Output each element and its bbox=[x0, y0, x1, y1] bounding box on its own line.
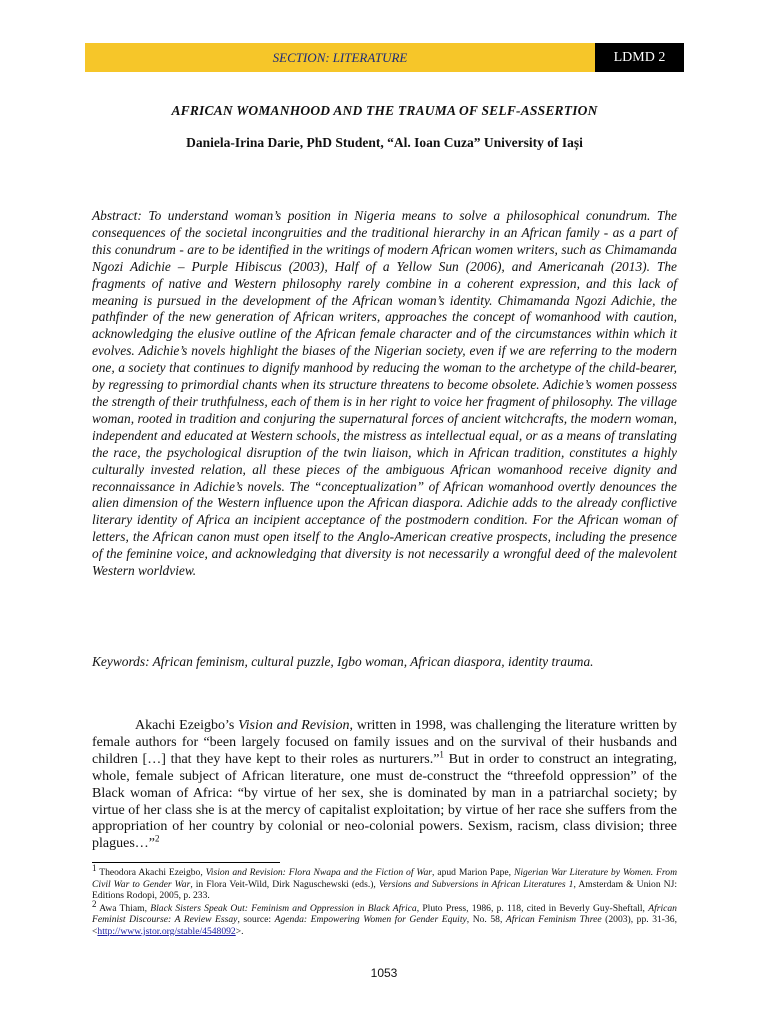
author-line: Daniela-Irina Darie, PhD Student, “Al. Ioan Cuza” University of Iași bbox=[186, 135, 583, 150]
footnote-1-mark: 1 bbox=[92, 862, 97, 873]
fn1-text: , Amsterdam & Union NJ: Editions Rodopi, 2005, p. 233. bbox=[92, 878, 678, 902]
fn1-italic: Nigerian War Literature by Women. From Civil War to Gender War bbox=[92, 867, 678, 890]
fn2-italic: African Feminist Discourse: A Review Essay bbox=[92, 902, 677, 926]
fn2-text: Awa Thiam, bbox=[96, 902, 151, 914]
body-paragraph bbox=[92, 718, 677, 853]
body-text-3: But in order to construct an integrating, whole, female subject of African literature, one must de-construct the “threefold oppression” of the Black woman of Africa: “by virtue of her sex, she is dominated by man in a patriarchal society; by virtue of her class she is at the mercy of capitalist exploitation; by virtue of her race she suffers from the appropriation of her country by colonial or neo-colonial powers. Sexism, racism, class division; three plagues…” bbox=[92, 751, 677, 852]
abstract: Abstract: To understand woman’s position in Nigeria means to solve a philosophical conundrum. The consequences of the societal incongruities and the traditional hierarchy in an African family - as a part of this conundrum - are to be identified in the writings of modern African women writers, such as Chimamanda Ngozi Adichie – Purple Hibiscus (2003), Half of a Yellow Sun (2006), and Americanah (2013). The fragments of native and Western philosophy rarely combine in a coherent expression, and this lack of meaning is pursued in the development of the African woman’s identity. Chimamanda Ngozi Adichie, the pathfinder of the new generation of African writers, approaches the concept of womanhood with caution, acknowledging the elusive outline of the African female character and of the circumstances within which it evolves. Adichie’s novels highlight the biases of the Nigerian society, even if we are referring to the modern one, a society that continues to dignify manhood by reducing the woman to the archetype of the child-bearer, by regressing to primordial chants when its structure threatens to become obsolete. Adichie’s women possess the strength of their truthfulness, each of them is in her right to voice her fragment of philosophy. The village woman, rooted in tradition and conjuring the supernatural forces of ancient witchcrafts, the modern woman, independent and educated at Western schools, the mistress as intellectual equal, or as a means of translating the race, the psychological disruption of the twin liaison, which in African tradition, constitutes a highly culturally invested relation, all these pieces of the ambiguous African womanhood receive dignity and reconnaissance in Adichie’s novels. The “conceptualization” of African womanhood overtly denounces the alien dimension of the Western influence upon the African diaspora. Adichie adds to the already conflictive literary identity of Africa an incipient acceptance of the postmodern condition. For the African woman of letters, the African canon must open itself to the Anglo-American creative prospects, including the presence of the feminine voice, and acknowledging that diversity is not necessarily a wrongful deed of the malevolent Western worldview. bbox=[92, 208, 677, 579]
running-header bbox=[85, 43, 684, 72]
fn1-italic: Vision and Revision: Flora Nwapa and the Fiction of War bbox=[205, 867, 433, 878]
section-label: SECTION: bbox=[272, 49, 330, 65]
fn2-text: , No. 58, bbox=[466, 914, 506, 926]
page-number: 1053 bbox=[370, 966, 398, 980]
fn1-text: , apud Marion Pape, bbox=[432, 867, 514, 878]
journal-code-box bbox=[595, 43, 684, 72]
section-banner bbox=[85, 43, 595, 72]
footnote-ref-1[interactable]: 1 bbox=[439, 749, 444, 760]
jstor-link[interactable]: http://www.jstor.org/stable/4548092 bbox=[97, 925, 236, 937]
footnote-divider bbox=[92, 862, 280, 863]
fn1-text: Theodora Akachi Ezeigbo, bbox=[96, 867, 206, 878]
footnotes bbox=[92, 862, 678, 939]
fn2-italic: African Feminism Three bbox=[505, 914, 602, 926]
keywords: Keywords: African feminism, cultural puzzle, Igbo woman, African diaspora, identity trauma. bbox=[92, 654, 594, 669]
fn2-text: (2003), pp. 31-36, < bbox=[92, 914, 677, 937]
fn2-text: , source: bbox=[237, 914, 275, 926]
footnote-2 bbox=[92, 898, 677, 938]
footnote-1 bbox=[92, 862, 678, 902]
body-title-italic: Vision and Revision bbox=[238, 718, 350, 733]
fn1-italic: Versions and Subversions in African Literatures 1 bbox=[378, 878, 574, 890]
fn2-text: >. bbox=[235, 925, 244, 937]
fn2-italic: Black Sisters Speak Out: Feminism and Oppression in Black Africa bbox=[150, 902, 417, 914]
body-text-2: , written in 1998, was challenging the literature written by female authors for “been largely focused on family issues and on the survival of their husbands and children […] that they have kept to their roles as nurturers.” bbox=[92, 718, 678, 767]
journal-code: LDMD 2 bbox=[613, 49, 666, 65]
fn2-italic: Agenda: Empowering Women for Gender Equity bbox=[274, 914, 467, 926]
footnote-2-mark: 2 bbox=[92, 898, 97, 909]
fn2-text: , Pluto Press, 1986, p. 118, cited in Beverly Guy-Sheftall, bbox=[416, 902, 649, 914]
body-text-1: Akachi Ezeigbo’s bbox=[135, 718, 239, 733]
footnote-ref-2[interactable]: 2 bbox=[154, 833, 160, 844]
fn1-text: , in Flora Veit-Wild, Dirk Naguschewski (eds.), bbox=[190, 878, 379, 890]
section-value: LITERATURE bbox=[332, 49, 408, 65]
article-title: AFRICAN WOMANHOOD AND THE TRAUMA OF SELF-ASSERTION bbox=[171, 103, 598, 118]
